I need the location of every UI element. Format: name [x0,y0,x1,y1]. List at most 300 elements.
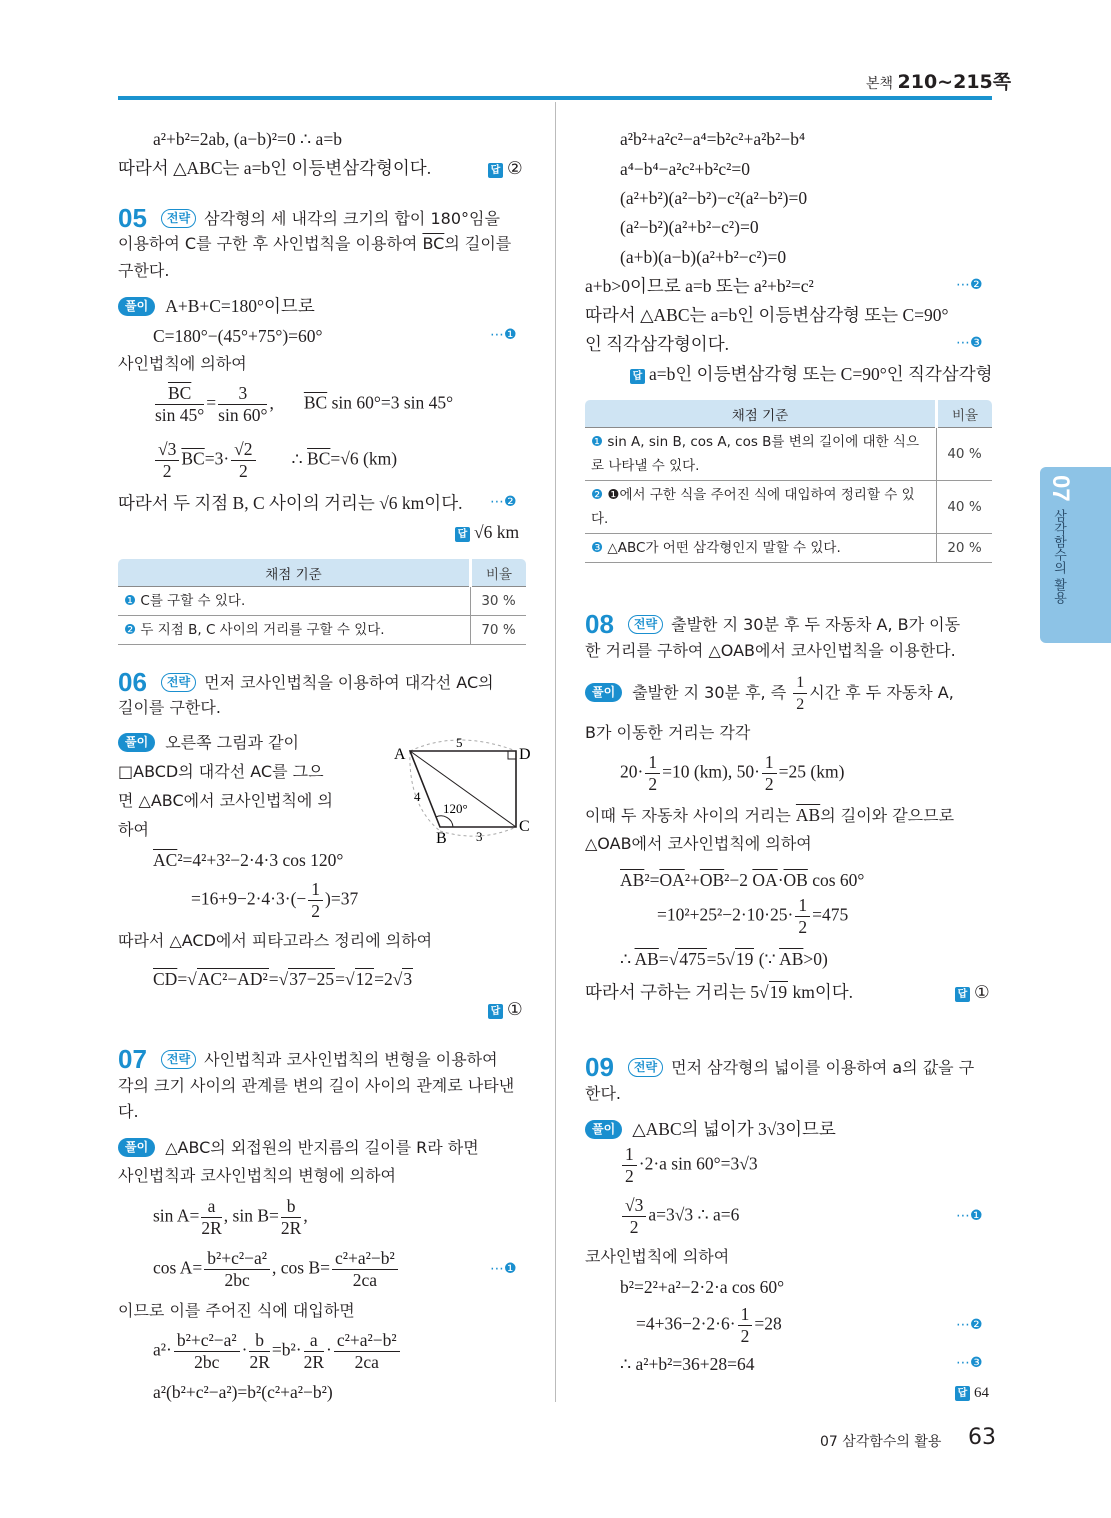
sq: ² [262,969,268,989]
fraction [174,1330,240,1373]
length-ab: 4 [414,789,421,804]
sq: ² [222,969,228,989]
answer-badge: 답 [488,163,503,178]
vertex-a: A [394,746,406,763]
p05-conclusion: 따라서 두 지점 B, C 사이의 거리는 √6 km이다. [118,493,463,513]
text: =10 (km), 50· [662,761,760,782]
text: ²=4²+3²−2·4·3 cos 120° [177,850,344,870]
table-header [118,559,526,587]
text: =3· [204,448,230,469]
answer-value: ② [507,158,523,178]
fraction [249,1330,269,1373]
p08-distance-eq [620,752,844,795]
p04-conclusion [118,156,431,180]
p07-solution-1 [118,1136,479,1160]
text: km이다. [788,982,854,1002]
segment-ab: $\overline{AB}$ [634,949,659,969]
step-marker-1: ⋯❶ [956,1208,983,1224]
step-marker-3: ⋯❸ [956,335,983,351]
p07-substitution-eq [153,1330,402,1373]
criteria-text: 두 지점 B, C 사이의 거리를 구할 수 있다. [140,622,385,638]
p08-solution-3 [585,803,954,828]
p07-eq-r3: (a²+b²)(a²−b²)−c²(a²−b²)=0 [620,188,808,208]
segment-ob: $\overline{OB}$ [783,870,808,890]
p07-strategy [118,1044,498,1074]
text: 오른쪽 그림과 같이 [165,733,300,752]
segment-ad: $\overline{AD}$ [237,969,263,989]
p08-cosine-eq [620,868,864,892]
segment-ab: $\overline{AB}$ [620,870,645,890]
vertex-b: B [436,830,447,845]
p06-cosine-eq-2 [191,879,358,922]
footer-chapter: 07 삼각함수의 활용 [820,1434,942,1450]
answer-value: 64 [974,1385,989,1401]
denominator: 2R [280,1218,302,1238]
denominator: 2R [303,1352,325,1372]
ratio: 70 % [471,616,527,645]
text: =√6 (km) [330,448,398,469]
answer-value: a=b인 이등변삼각형 또는 C=90°인 직각삼각형 [649,364,993,384]
fraction [308,879,323,922]
p09-cosine-eq-2 [636,1304,782,1347]
therefore: ∴ [291,448,308,469]
page-range: 210~215쪽 [897,71,1012,93]
p06-solution-5: 따라서 △ACD에서 피타고라스 정리에 의하여 [118,931,433,950]
solution-badge: 풀이 [118,297,155,316]
p07-eq-4: a²(b²+c²−a²)=b²(c²+a²−b²) [153,1382,333,1402]
radicand: 475 [679,949,706,969]
p08-cosine-eq-2 [657,895,848,938]
p07-sine-eq [153,1196,308,1239]
answer-value: √6 km [474,522,520,542]
length-ad: 5 [456,735,463,750]
segment-bc: $\overline{BC}$ [303,392,328,413]
numerator: $\overline{BC}$ [155,383,204,405]
dot: · [241,1339,248,1360]
text: , cos B= [272,1257,331,1278]
denominator: 2 [625,1166,634,1186]
chapter-side-tab [1040,467,1111,643]
text: sin A= [153,1205,200,1226]
p06-solution-2: □ABCD의 대각선 AC를 그으 [118,762,324,781]
p07-strategy-2: 각의 크기 사이의 관계를 변의 길이 사이의 관계로 나타낸 [118,1076,515,1095]
fraction [738,1304,753,1347]
p09-solution-2: 코사인법칙에 의하여 [585,1247,730,1266]
p07-eq-r6: a+b>0이므로 a=b 또는 a²+b²=c² [585,276,814,296]
text: 이때 두 자동차 사이의 거리는 [585,806,796,825]
segment-ab: $\overline{AB}$ [779,949,804,969]
ratio: 30 % [471,587,527,616]
marker: ❶ [591,434,604,450]
p08-solution-2: B가 이동한 거리는 각각 [585,723,751,742]
criteria [585,481,937,534]
text: sin 60°=3 sin 45° [327,392,454,413]
fraction [793,672,807,715]
side-tab-title: 삼각함수의 활용 [1051,509,1066,605]
text: ·2·a sin 60°=3√3 [638,1153,758,1174]
marker: ❶ [124,593,137,609]
p09-cosine-eq: b²=2²+a²−2·2·a cos 60° [620,1277,785,1297]
book-page-reference [866,70,1011,96]
text: =10²+25²−2·10·25· [657,904,794,925]
solution-badge: 풀이 [585,1120,622,1139]
fraction [795,895,810,938]
numerator: √2 [231,439,255,461]
fraction [201,1196,221,1239]
numerator: c²+a²−b² [332,1248,398,1270]
page-number: 63 [968,1425,996,1450]
text: △ABC의 외접원의 반지름의 길이를 R라 하면 [165,1138,479,1157]
denominator: 2ca [352,1270,378,1290]
text: cos 60° [807,870,865,890]
text: =b²· [271,1339,302,1360]
problem-number: 07 [118,1044,147,1074]
p06-strategy-2: 길이를 구한다. [118,698,221,717]
header-criteria: 채점 기준 [585,400,937,428]
sqrt: =√ [335,969,355,989]
marker: ❷ [591,487,604,503]
sq: ² [644,870,650,890]
plus: + [689,870,700,890]
p07-eq-r2: a⁴−b⁴−a²c²+b²c²=0 [620,159,750,179]
p07-solution-3: 이므로 이를 주어진 식에 대입하면 [118,1301,355,1320]
text: 출발한 지 30분 후, 즉 [632,683,792,702]
ratio: 20 % [937,534,993,563]
text: cos A= [153,1257,203,1278]
segment-oa: $\overline{OA}$ [659,870,685,890]
sqrt: =√ [177,969,197,989]
equals: = [206,392,217,413]
minus: − [227,969,238,989]
table-header [585,400,992,428]
p08-conclusion [585,980,853,1004]
strategy-badge: 전략 [161,209,196,228]
fraction [645,752,660,795]
text: 시간 후 두 자동차 A, [809,683,954,702]
p07-strategy-3: 다. [118,1102,139,1121]
text: 따라서 구하는 거리는 5√ [585,982,769,1002]
table-row [585,428,992,481]
segment-ac: AC [197,969,223,989]
denominator: 2 [740,1326,750,1346]
side-tab-number: 07 [1047,475,1074,502]
text: (∵ [754,949,780,969]
denominator: 2ca [354,1352,379,1372]
radicand: 3 [403,969,413,989]
denominator: 2 [238,461,248,481]
fraction [622,1144,637,1187]
table-row [118,587,526,616]
strategy-badge: 전략 [628,1058,663,1077]
p05-answer [455,520,519,544]
p08-answer [955,980,990,1004]
text: =28 [754,1313,782,1334]
numerator: 1 [738,1304,753,1326]
text: =5√ [706,949,735,969]
text: A+B+C=180°이므로 [165,296,315,316]
radicand: 37−25 [289,969,335,989]
fraction [155,383,204,426]
fraction [231,439,255,482]
p09-sum-eq: ∴ a²+b²=36+28=64 [620,1354,755,1374]
p06-strategy [118,667,494,697]
denominator: 2 [764,774,774,794]
segment-ac: $\overline{AC}$ [153,850,178,870]
p08-solution-4: △OAB에서 코사인법칙에 의하여 [585,834,812,853]
p09-area-eq [620,1144,758,1187]
numerator: √3 [622,1195,646,1217]
text: a=3√3 ∴ a=6 [648,1204,740,1225]
segment-bc: $\overline{BC}$ [422,234,445,253]
criteria-text: sin A, sin B, cos A, cos B를 변의 길이에 대한 식으로 나타낼 수 있다. [591,434,919,474]
fraction [204,1248,270,1291]
fraction [332,1248,398,1291]
numerator: √3 [155,439,179,461]
numerator: 1 [793,672,807,694]
numerator: 1 [795,895,810,917]
text: )=37 [325,888,359,909]
p09-solution-1 [585,1117,836,1141]
quadrilateral-figure [388,735,533,845]
p07-grading-table [585,400,992,563]
p07-cosine-eq [153,1248,400,1291]
numerator: c²+a²−b² [334,1330,400,1352]
dot: · [326,1339,332,1360]
denominator: 2 [798,917,808,937]
segment-bc: $\overline{BC}$ [181,448,205,469]
p07-eq-r7: 따라서 △ABC는 a=b인 이등변삼각형 또는 C=90° [585,305,949,325]
segment-cd: $\overline{CD}$ [153,969,178,989]
answer-badge: 답 [630,369,645,384]
ratio: 40 % [937,428,993,481]
text: 20· [620,761,644,782]
solution-badge: 풀이 [118,1138,155,1157]
strategy-badge: 전략 [161,1050,196,1069]
column-divider [555,102,556,1402]
strategy-text: 삼각형의 세 내각의 크기의 합이 180°임을 [204,209,500,228]
strategy-text: 사인법칙과 코사인법칙의 변형을 이용하여 [204,1050,498,1069]
text: 의 길이와 같으므로 [820,806,955,825]
text: =2√ [374,969,403,989]
step-marker-1: ⋯❶ [490,1261,517,1277]
vertex-d: D [519,746,531,763]
table-row [585,481,992,534]
p07-eq-r5: (a+b)(a−b)(a²+b²−c²)=0 [620,247,787,267]
comma: , [269,392,274,413]
p06-solution-1 [118,731,299,755]
dot: · [777,870,784,890]
comma: , [303,1205,308,1226]
text: 이용하여 C를 구한 후 사인법칙을 이용하여 [118,234,423,253]
eq: = [649,870,660,890]
segment-bc: $\overline{BC}$ [307,448,331,469]
answer-badge: 답 [955,1386,970,1401]
sq: ² [684,870,690,890]
p05-strategy [118,203,500,233]
numerator: a [201,1196,221,1218]
strategy-text: 출발한 지 30분 후 두 자동차 A, B가 이동 [671,615,961,634]
criteria-text: ❶에서 구한 식을 주어진 식에 대입하여 정리할 수 있다. [591,487,915,527]
fraction [334,1330,400,1373]
answer-badge: 답 [955,987,970,1002]
vertex-c: C [519,818,530,835]
criteria [585,534,937,563]
answer-badge: 답 [455,527,470,542]
p06-solution-3: 면 △ABC에서 코사인법칙에 의 [118,791,333,810]
text: △ABC의 넓이가 3√3이므로 [632,1119,836,1139]
denominator: 2 [311,901,321,921]
p04-answer [488,156,523,180]
step-marker-1: ⋯❶ [490,327,517,343]
ratio: 40 % [937,481,993,534]
text: =4+36−2·2·6· [636,1313,736,1334]
sq: ² [724,870,730,890]
radicand: 19 [769,982,788,1002]
numerator: b²+c²−a² [204,1248,270,1270]
p05-strategy-3: 구한다. [118,261,170,280]
p08-ab-eq [620,947,828,971]
text: >0) [803,949,828,969]
p09-strategy [585,1052,975,1082]
denominator: 2 [629,1217,639,1237]
p07-answer [630,362,993,386]
numerator: a [304,1330,324,1352]
p04-conclusion-text: 따라서 △ABC는 a=b인 이등변삼각형이다. [118,158,432,178]
numerator: b [249,1330,269,1352]
p05-solution-3: 사인법칙에 의하여 [118,354,247,373]
step-marker-3: ⋯❸ [956,1355,983,1371]
p07-eq-r1: a²b²+a²c²−a⁴=b²c²+a²b²−b⁴ [620,129,806,149]
p05-solution-1 [118,294,315,318]
problem-number: 05 [118,203,147,233]
numerator: 3 [218,383,267,405]
p06-solution-4: 하여 [118,820,149,839]
p09-strategy-2: 한다. [585,1084,621,1103]
text: =475 [812,904,849,925]
text: =√ [658,949,679,969]
criteria [118,616,471,645]
header-ratio: 비율 [471,559,527,587]
numerator: 1 [308,879,323,901]
therefore: ∴ [620,949,635,969]
fraction [281,1196,301,1239]
radicand: 19 [735,949,754,969]
numerator: 1 [762,752,777,774]
numerator: 1 [622,1144,637,1166]
criteria [585,428,937,481]
p05-bc-eq [153,439,397,482]
text: =25 (km) [778,761,845,782]
numerator: b [281,1196,301,1218]
fraction [218,383,267,426]
marker: ❷ [124,622,137,638]
table-row [118,616,526,645]
fraction [304,1330,324,1373]
length-bc: 3 [476,829,483,844]
denominator: sin 60° [218,405,268,425]
problem-number: 08 [585,609,614,639]
strategy-text: 먼저 코사인법칙을 이용하여 대각선 AC의 [204,673,494,692]
marker: ❸ [591,540,604,556]
criteria [118,587,471,616]
header-criteria: 채점 기준 [118,559,471,587]
solution-badge: 풀이 [585,683,622,702]
p09-a-eq [620,1195,739,1238]
problem-number: 06 [118,667,147,697]
header-rule [118,96,992,100]
p05-strategy-2 [118,232,511,256]
problem-number: 09 [585,1052,614,1082]
criteria-text: C를 구할 수 있다. [140,593,246,609]
p06-pythagoras-eq [153,967,413,991]
p05-solution-2: C=180°−(45°+75°)=60° [153,326,323,346]
angle-b: 120° [443,801,468,816]
denominator: 2 [648,774,658,794]
denominator: 2bc [194,1352,220,1372]
denominator: sin 45° [155,405,205,425]
text: , sin B= [223,1205,279,1226]
answer-value: ① [974,982,990,1002]
p06-cosine-eq-1 [153,848,343,872]
p09-answer [955,1381,989,1405]
denominator: 2bc [224,1270,250,1290]
radicand [197,968,269,989]
p08-strategy-2: 한 거리를 구하여 △OAB에서 코사인법칙을 이용한다. [585,641,956,660]
denominator: 2R [201,1218,222,1238]
strategy-text: 먼저 삼각형의 넓이를 이용하여 a의 값을 구 [671,1058,975,1077]
p08-strategy [585,609,961,639]
strategy-badge: 전략 [628,615,663,634]
text: =16+9−2·4·3·(− [191,888,307,909]
header-ratio: 비율 [937,400,993,428]
step-marker-2: ⋯❷ [490,494,517,510]
text: 의 길이를 [444,234,512,253]
numerator: 1 [645,752,660,774]
segment-ob: $\overline{OB}$ [699,870,725,890]
p05-sine-law-eq [153,383,453,426]
segment-oa: $\overline{OA}$ [752,870,778,890]
p07-eq-r4: (a²−b²)(a²+b²−c²)=0 [620,217,759,237]
denominator: 2R [249,1352,270,1372]
text: −2 [729,870,753,890]
fraction [155,439,179,482]
sqrt: =√ [268,969,289,989]
fraction [762,752,777,795]
strategy-badge: 전략 [161,673,196,692]
segment-ab: $\overline{AB}$ [795,805,821,825]
text: a²· [153,1339,172,1360]
p07-solution-2: 사인법칙과 코사인법칙의 변형에 의하여 [118,1166,397,1185]
solution-badge: 풀이 [118,733,155,752]
answer-value: ① [507,999,523,1019]
numerator: b²+c²−a² [174,1330,240,1352]
book-label: 본책 [866,76,894,92]
denominator: 2 [162,461,172,481]
fraction [622,1195,646,1238]
p05-grading-table [118,559,526,645]
step-marker-2: ⋯❷ [956,1317,983,1333]
radicand: 12 [355,969,374,989]
table-row [585,534,992,563]
p04-eq: a²+b²=2ab, (a−b)²=0 ∴ a=b [153,129,342,149]
p08-solution-1 [585,672,954,715]
criteria-text: △ABC가 어떤 삼각형인지 말할 수 있다. [607,540,841,556]
answer-badge: 답 [488,1004,503,1019]
p07-eq-r8: 인 직각삼각형이다. [585,334,729,354]
step-marker-2: ⋯❷ [956,277,983,293]
denominator: 2 [796,696,805,713]
p06-answer [488,997,523,1021]
